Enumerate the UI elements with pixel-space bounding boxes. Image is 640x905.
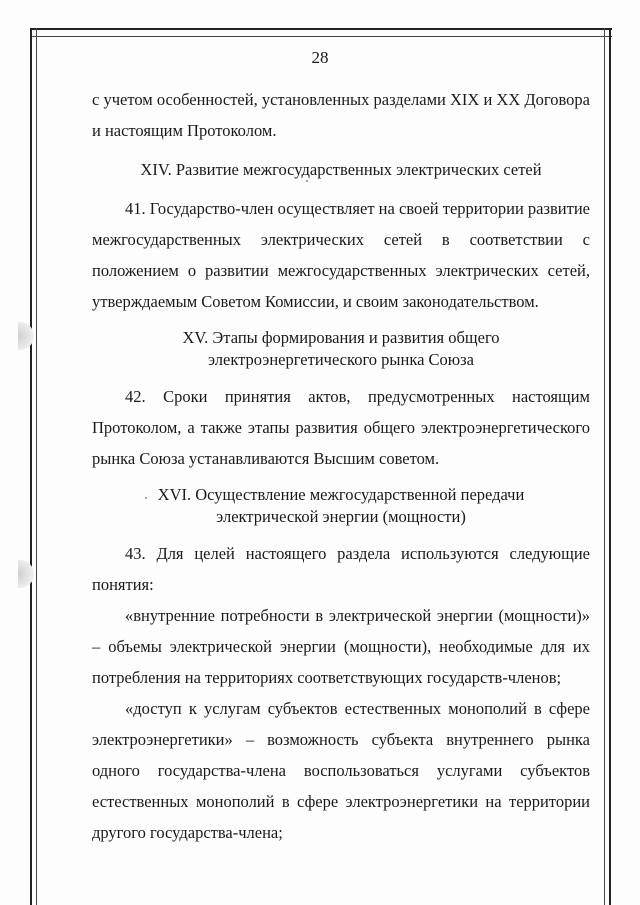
section-heading-xv-line-1: XV. Этапы формирования и развития общего [182,328,500,347]
section-heading-xv [92,327,590,371]
paragraph-42: 42. Сроки принятия актов, предусмотренных настоящим Протоколом, а также этапы развития общего электроэнергетического рынка Союза устанавливаются Высшим советом. [92,387,590,468]
definition-internal-needs: «внутренние потребности в электрической энергии (мощности)» – объемы электрической энергии (мощности), необходимые для их потребления на территориях соответствующих государств-членов; [92,606,590,687]
section-heading-xvi-line-2: электрической энергии (мощности) [216,507,466,526]
definition-access-to-services: «доступ к услугам субъектов естественных монополий в сфере электроэнергетики» – возможность субъекта внутреннего рынка одного государства-члена воспользоваться услугами субъектов естественных монополий в сфере электроэнергетики на территории другого государства-члена; [92,699,590,842]
paragraph-43: 43. Для целей настоящего раздела используются следующие понятия: [92,544,590,594]
section-heading-xv-line-2: электроэнергетического рынка Союза [208,350,474,369]
page-frame-right [604,28,611,905]
paragraph-continuation: с учетом особенностей, установленных разделами XIX и XX Договора и настоящим Протоколом. [92,90,590,140]
page-number: 28 [311,48,329,67]
page-frame-top [30,28,612,37]
paragraph-41: 41. Государство-член осуществляет на своей территории развитие межгосударственных электрических сетей в соответствии с положением о развитии межгосударственных электрических сетей, утверждаемым Советом Комиссии, и своим законодательством. [92,199,590,311]
section-heading-xvi [92,484,590,528]
section-heading-xiv: XIV. Развитие межгосударственных электрических сетей [140,160,542,179]
section-heading-xvi-line-1: XVI. Осуществление межгосударственной передачи [157,485,525,504]
page-frame-left [30,28,37,905]
document-body [92,84,590,848]
